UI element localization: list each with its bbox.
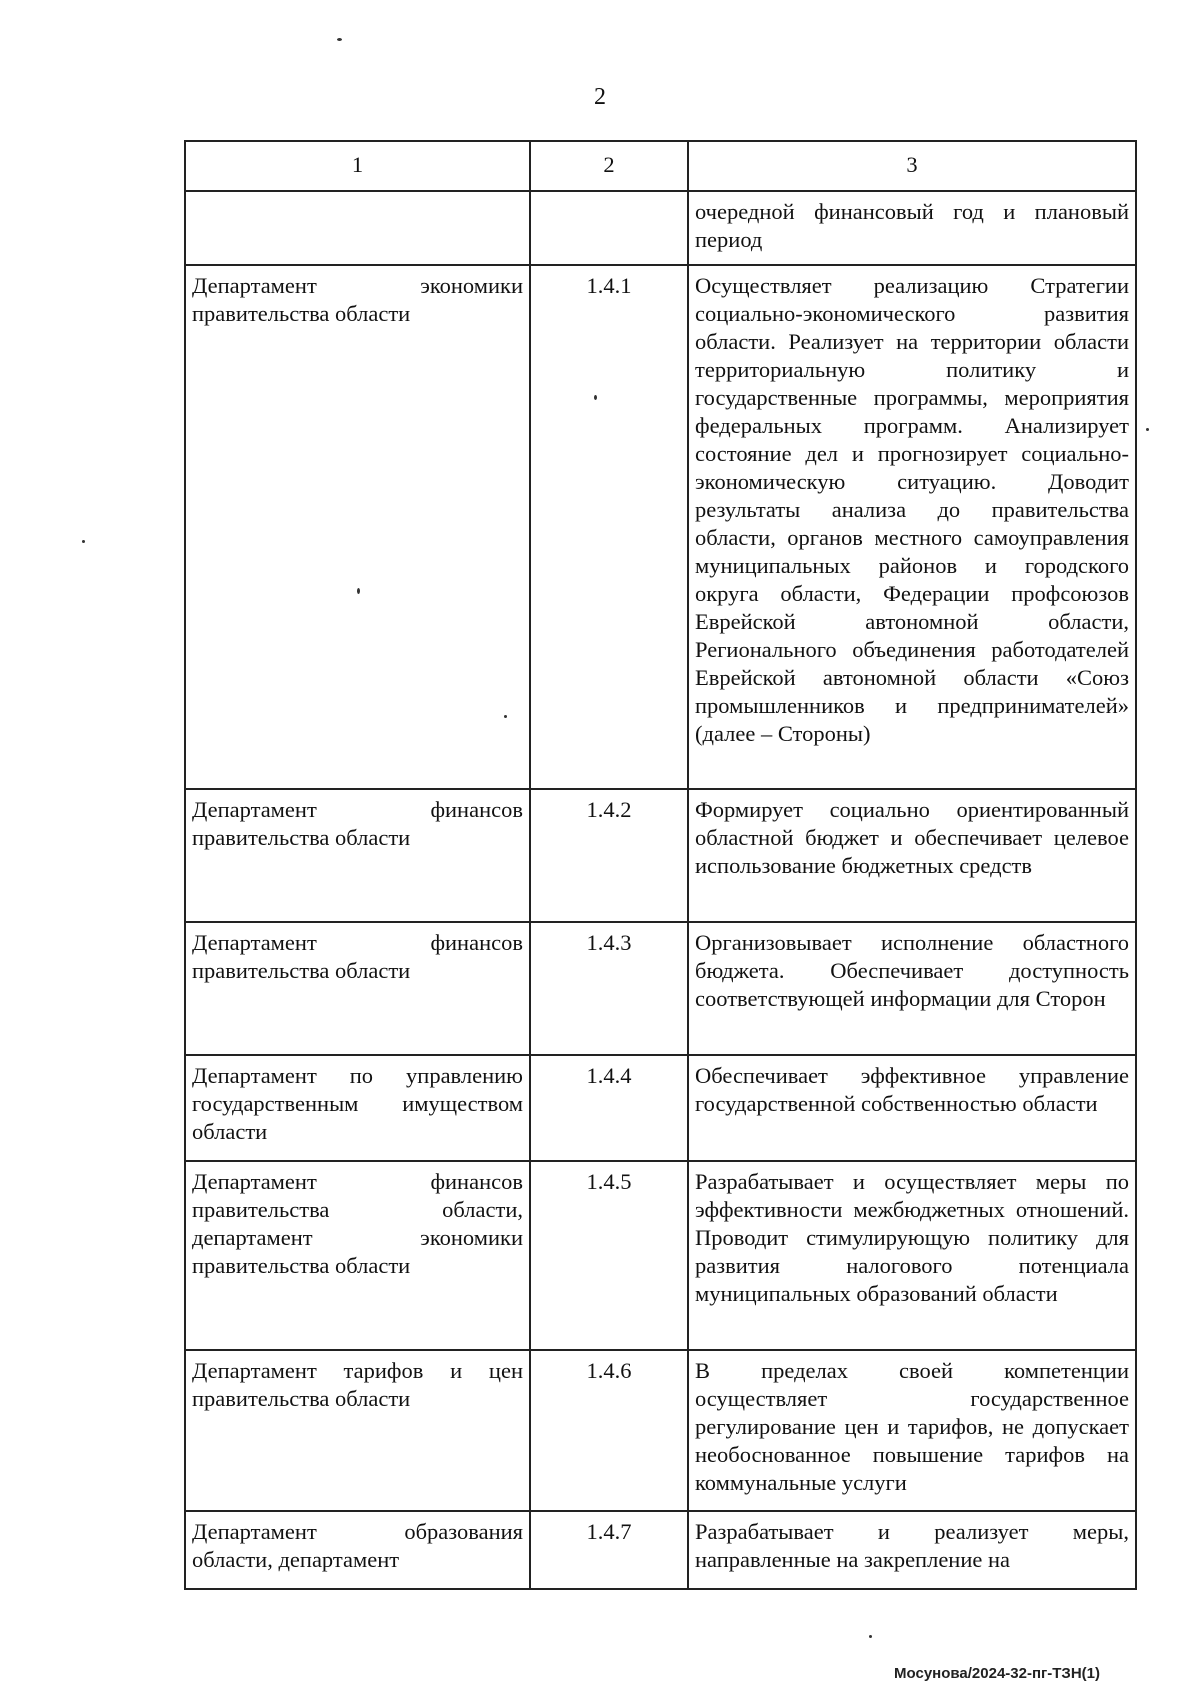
item-code-cell: 1.4.3 <box>530 922 688 1055</box>
department-cell <box>185 191 530 265</box>
table-header-row <box>185 141 1136 191</box>
scan-speck <box>1146 428 1149 431</box>
department-cell: Департамент финансов правительства области <box>185 922 530 1055</box>
item-code-cell: 1.4.5 <box>530 1161 688 1350</box>
item-code-cell <box>530 191 688 265</box>
scan-speck <box>869 1635 872 1638</box>
description-cell: очередной финансовый год и плановый период <box>688 191 1136 265</box>
description-cell: Организовывает исполнение областного бюджета. Обеспечивает доступность соответствующей информации для Сторон <box>688 922 1136 1055</box>
description-cell: Формирует социально ориентированный областной бюджет и обеспечивает целевое использование бюджетных средств <box>688 789 1136 922</box>
document-reference-code: Мосунова/2024-32-пг-ТЗН(1) <box>894 1665 1100 1682</box>
table-row <box>185 191 1136 265</box>
description-cell: В пределах своей компетенции осуществляет государственное регулирование цен и тарифов, не допускает необоснованное повышение тарифов на коммунальные услуги <box>688 1350 1136 1511</box>
scan-speck <box>504 715 507 718</box>
column-header-1: 1 <box>185 141 530 191</box>
item-code-cell: 1.4.7 <box>530 1511 688 1589</box>
description-cell: Разрабатывает и осуществляет меры по эффективности межбюджетных отношений. Проводит стимулирующую политику для развития налогового потенциала муниципальных образований области <box>688 1161 1136 1350</box>
scan-speck <box>337 38 342 41</box>
table-row <box>185 1055 1136 1161</box>
item-code-cell: 1.4.2 <box>530 789 688 922</box>
department-cell: Департамент тарифов и цен правительства области <box>185 1350 530 1511</box>
department-cell: Департамент образования области, департамент <box>185 1511 530 1589</box>
department-cell: Департамент по управлению государственным имуществом области <box>185 1055 530 1161</box>
description-cell: Осуществляет реализацию Стратегии социально-экономического развития области. Реализует на территории области территориальную политику и государственные программы, мероприятия федеральных программ. Анализирует состояние дел и прогнозирует социально-экономическую ситуацию. Доводит результаты анализа до правительства области, органов местного самоуправления муниципальных районов и городского округа области, Федерации профсоюзов Еврейской автономной области, Регионального объединения работодателей Еврейской автономной области «Союз промышленников и предпринимателей» (далее – Стороны) <box>688 265 1136 789</box>
item-code-cell: 1.4.1 <box>530 265 688 789</box>
scan-speck <box>82 540 85 543</box>
column-header-2: 2 <box>530 141 688 191</box>
item-code-cell: 1.4.6 <box>530 1350 688 1511</box>
table-row <box>185 265 1136 789</box>
item-code-cell: 1.4.4 <box>530 1055 688 1161</box>
scan-speck <box>357 588 360 594</box>
table-row <box>185 789 1136 922</box>
column-header-3: 3 <box>688 141 1136 191</box>
description-cell: Разрабатывает и реализует меры, направленные на закрепление на <box>688 1511 1136 1589</box>
table-row <box>185 1350 1136 1511</box>
page-number: 2 <box>594 84 606 110</box>
table-row <box>185 1511 1136 1589</box>
department-cell: Департамент финансов правительства области, департамент экономики правительства области <box>185 1161 530 1350</box>
table-row <box>185 922 1136 1055</box>
department-cell: Департамент экономики правительства области <box>185 265 530 789</box>
document-table <box>184 140 1137 1590</box>
scan-speck <box>594 395 597 400</box>
department-cell: Департамент финансов правительства области <box>185 789 530 922</box>
table-row <box>185 1161 1136 1350</box>
description-cell: Обеспечивает эффективное управление государственной собственностью области <box>688 1055 1136 1161</box>
